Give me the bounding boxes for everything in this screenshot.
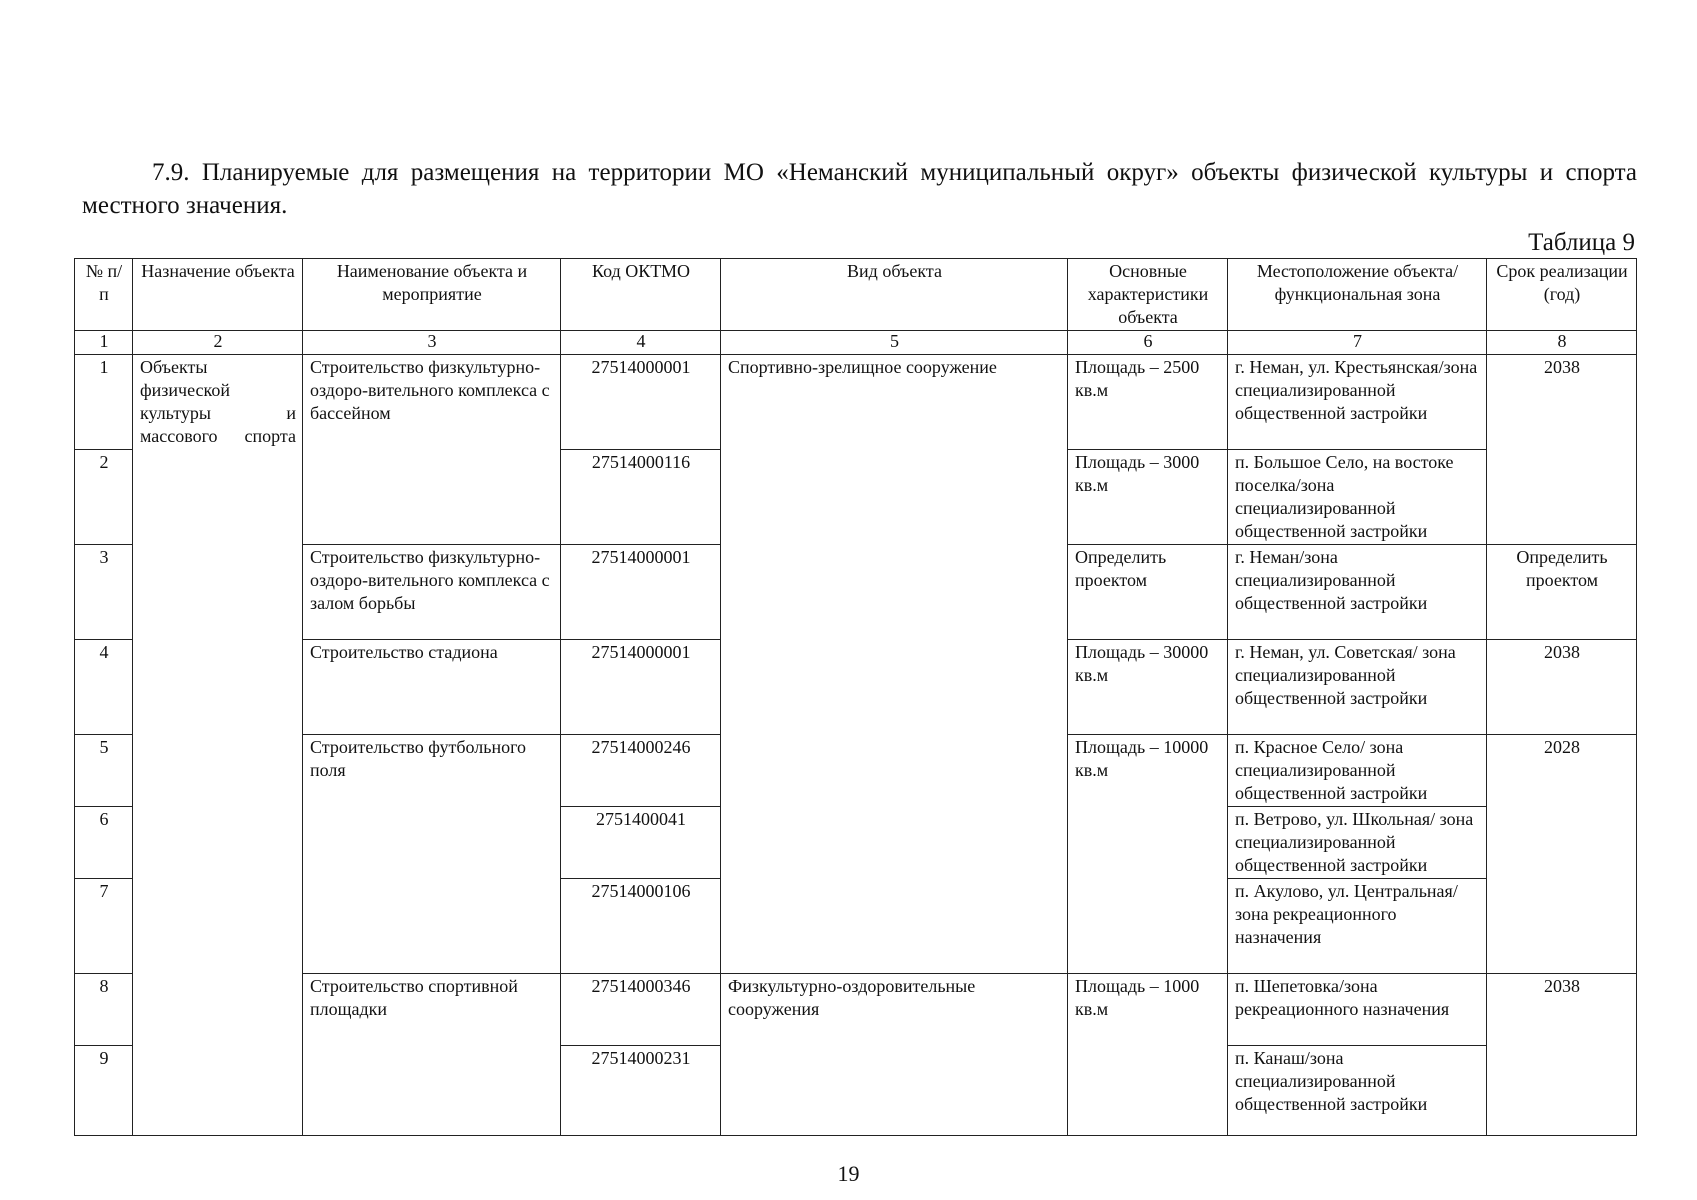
header-cell: Местоположение объекта/ функциональная зона (1228, 259, 1487, 331)
column-number: 2 (133, 331, 303, 355)
header-cell: Наименование объекта и мероприятие (303, 259, 561, 331)
object-characteristics: Площадь – 3000 кв.м (1068, 450, 1228, 545)
table-caption: Таблица 9 (1528, 229, 1635, 256)
oktmo-code: 2751400041 (561, 807, 721, 879)
row-number: 6 (75, 807, 133, 879)
column-number: 3 (303, 331, 561, 355)
oktmo-code: 27514000001 (561, 545, 721, 640)
header-cell: Назначение объекта (133, 259, 303, 331)
implementation-term: Определить проектом (1487, 545, 1637, 640)
oktmo-code: 27514000106 (561, 879, 721, 974)
row-number: 9 (75, 1046, 133, 1136)
object-location: п. Канаш/зона специализированной общественной застройки (1228, 1046, 1487, 1136)
column-number: 6 (1068, 331, 1228, 355)
object-name: Строительство физкультурно-оздоро-вительного комплекса с залом борьбы (303, 545, 561, 640)
object-characteristics: Площадь – 2500 кв.м (1068, 355, 1228, 450)
row-number: 3 (75, 545, 133, 640)
object-location: п. Красное Село/ зона специализированной общественной застройки (1228, 735, 1487, 807)
row-number: 5 (75, 735, 133, 807)
object-location: п. Шепетовка/зона рекреационного назначения (1228, 974, 1487, 1046)
implementation-term: 2038 (1487, 355, 1637, 545)
table-row (75, 974, 1637, 1046)
implementation-term: 2028 (1487, 735, 1637, 974)
object-location: г. Неман, ул. Советская/ зона специализированной общественной застройки (1228, 640, 1487, 735)
object-location: п. Ветрово, ул. Школьная/ зона специализированной общественной застройки (1228, 807, 1487, 879)
object-name: Строительство спортивной площадки (303, 974, 561, 1136)
object-location: г. Неман/зона специализированной общественной застройки (1228, 545, 1487, 640)
oktmo-code: 27514000001 (561, 355, 721, 450)
table-header-row (75, 259, 1637, 331)
row-number: 8 (75, 974, 133, 1046)
object-characteristics: Площадь – 1000 кв.м (1068, 974, 1228, 1136)
object-purpose-text: Объекты физической культуры и массового спорта (140, 357, 296, 446)
object-type: Спортивно-зрелищное сооружение (721, 355, 1068, 974)
object-characteristics: Площадь – 30000 кв.м (1068, 640, 1228, 735)
object-purpose (133, 355, 303, 1136)
object-name: Строительство стадиона (303, 640, 561, 735)
object-location: п. Большое Село, на востоке поселка/зона специализированной общественной застройки (1228, 450, 1487, 545)
header-cell: № п/п (75, 259, 133, 331)
header-cell: Срок реализации (год) (1487, 259, 1637, 331)
header-cell: Основные характеристики объекта (1068, 259, 1228, 331)
header-cell: Код ОКТМО (561, 259, 721, 331)
section-heading: 7.9. Планируемые для размещения на территории МО «Неманский муниципальный округ» объекты физической культуры и спорта местного значения. (82, 159, 1637, 219)
oktmo-code: 27514000346 (561, 974, 721, 1046)
row-number: 1 (75, 355, 133, 450)
object-type: Физкультурно-оздоровительные сооружения (721, 974, 1068, 1136)
table-row (75, 355, 1637, 450)
page-number: 19 (837, 1161, 860, 1186)
object-name: Строительство физкультурно-оздоро-вительного комплекса с бассейном (303, 355, 561, 545)
object-location: п. Акулово, ул. Центральная/ зона рекреационного назначения (1228, 879, 1487, 974)
column-number: 8 (1487, 331, 1637, 355)
sports-objects-table (74, 258, 1637, 1136)
header-cell: Вид объекта (721, 259, 1068, 331)
object-characteristics: Площадь – 10000 кв.м (1068, 735, 1228, 974)
implementation-term: 2038 (1487, 640, 1637, 735)
row-number: 4 (75, 640, 133, 735)
oktmo-code: 27514000001 (561, 640, 721, 735)
column-number: 1 (75, 331, 133, 355)
column-number-row (75, 331, 1637, 355)
oktmo-code: 27514000116 (561, 450, 721, 545)
row-number: 7 (75, 879, 133, 974)
column-number: 4 (561, 331, 721, 355)
object-name: Строительство футбольного поля (303, 735, 561, 974)
object-characteristics: Определить проектом (1068, 545, 1228, 640)
implementation-term: 2038 (1487, 974, 1637, 1136)
oktmo-code: 27514000246 (561, 735, 721, 807)
object-location: г. Неман, ул. Крестьянская/зона специализированной общественной застройки (1228, 355, 1487, 450)
oktmo-code: 27514000231 (561, 1046, 721, 1136)
column-number: 5 (721, 331, 1068, 355)
column-number: 7 (1228, 331, 1487, 355)
row-number: 2 (75, 450, 133, 545)
